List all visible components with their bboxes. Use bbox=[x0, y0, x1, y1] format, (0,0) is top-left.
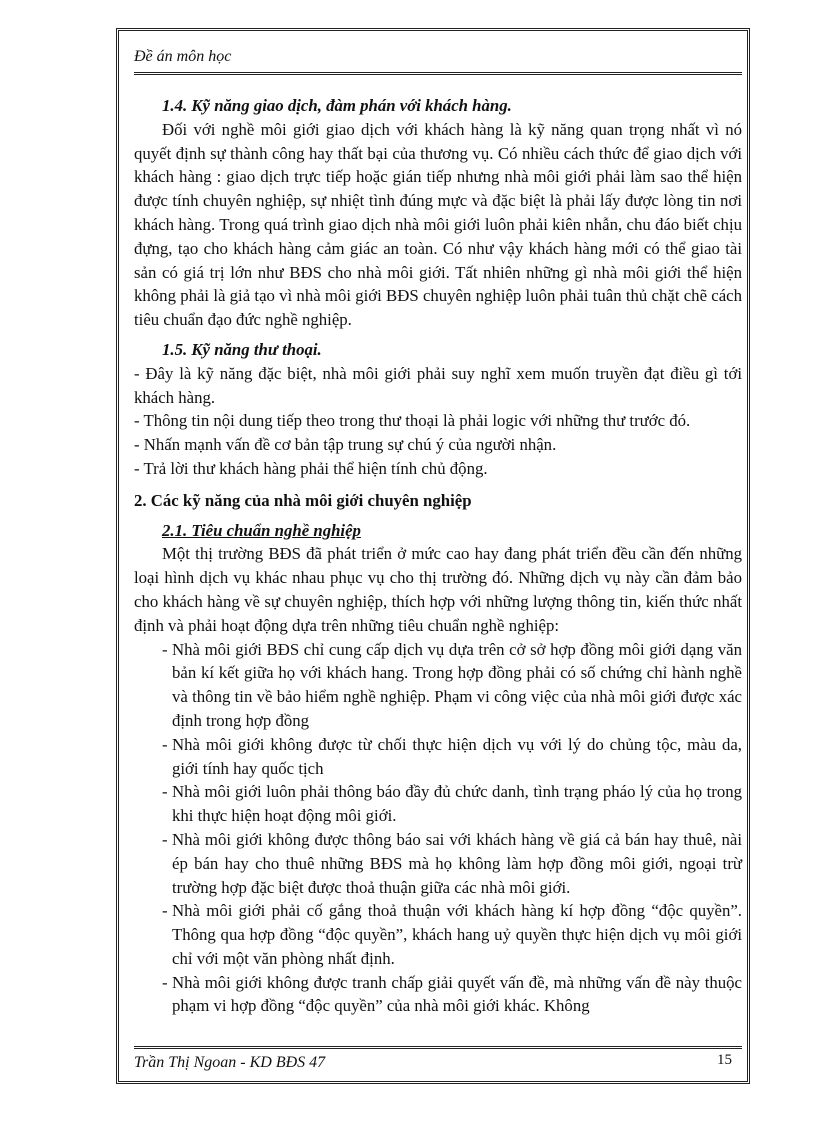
paragraph-1-4: Đối với nghề môi giới giao dịch với khách hàng là kỹ năng quan trọng nhất vì nó quyết định sự thành công hay thất bại của thương vụ. Có nhiều cách thức để giao dịch với khách hàng : giao dịch trực tiếp hoặc gián tiếp nhưng nhà môi giới phải làm sao thể hiện được tính chuyên nghiệp, sự nhiệt tình đúng mực và đặc biệt là phải lấy được lòng tin nơi khách hàng. Trong quá trình giao dịch nhà môi giới luôn phải kiên nhẫn, chu đáo biết chịu đựng, tạo cho khách hàng cảm giác an toàn. Có như vậy khách hàng mới có thể giao tài sản có giá trị lớn như BĐS cho nhà môi giới. Tất nhiên những gì nhà môi giới thể hiện không phải là giả tạo vì nhà môi giới BĐS chuyên nghiệp luôn phải tuân thủ chặt chẽ cách tiêu chuẩn đạo đức nghề nghiệp. bbox=[134, 119, 742, 330]
list-item: - Nhà môi giới không được từ chối thực hiện dịch vụ với lý do chủng tộc, màu da, giới tính hay quốc tịch bbox=[134, 733, 742, 781]
heading-1-4: 1.4. Kỹ năng giao dịch, đàm phán với khách hàng. bbox=[162, 96, 512, 115]
footer-author: Trần Thị Ngoan - KD BĐS 47 bbox=[134, 1054, 326, 1071]
heading-2: 2. Các kỹ năng của nhà môi giới chuyên nghiệp bbox=[134, 490, 472, 510]
list-item: - Trả lời thư khách hàng phải thể hiện tính chủ động. bbox=[134, 458, 488, 478]
list-item: - Nhà môi giới phải cố gắng thoả thuận với khách hàng kí hợp đồng “độc quyền”. Thông qua hợp đồng “độc quyền”, khách hang uỷ quyền thực hiện dịch vụ môi giới chỉ với một văn phòng nhất định. bbox=[134, 899, 742, 970]
heading-2-1 bbox=[134, 519, 742, 543]
page-number: 15 bbox=[717, 1052, 732, 1068]
list-item: - Đây là kỹ năng đặc biệt, nhà môi giới phải suy nghĩ xem muốn truyền đạt điều gì tới khách hàng. bbox=[134, 363, 742, 407]
footer-rule bbox=[134, 1046, 742, 1049]
page-header-title: Đề án môn học bbox=[134, 48, 232, 65]
heading-2-1-text: 2.1. Tiêu chuẩn nghề nghiệp bbox=[162, 520, 361, 540]
list-item: - Nhà môi giới không được tranh chấp giải quyết vấn đề, mà những vấn đề này thuộc phạm vi hợp đồng “độc quyền” của nhà môi giới khác. Không bbox=[134, 971, 742, 1019]
list-item: - Thông tin nội dung tiếp theo trong thư thoại là phải logic với những thư trước đó. bbox=[134, 411, 691, 431]
heading-1-5: 1.5. Kỹ năng thư thoại. bbox=[162, 339, 322, 359]
list-item: - Nhấn mạnh vấn đề cơ bản tập trung sự chú ý của người nhận. bbox=[134, 435, 557, 455]
list-item: - Nhà môi giới không được thông báo sai với khách hàng về giá cả bán hay thuê, nài ép bán hay cho thuê những BĐS mà họ không làm hợp đồng môi giới, ngoại trừ trường hợp đặc biệt được thoả thuận giữa các nhà môi giới. bbox=[134, 828, 742, 899]
list-item: - Nhà môi giới luôn phải thông báo đầy đủ chức danh, tình trạng pháo lý của họ trong khi thực hiện hoạt động môi giới. bbox=[134, 780, 742, 828]
requirements-list bbox=[134, 638, 742, 1019]
list-item: - Nhà môi giới BĐS chỉ cung cấp dịch vụ dựa trên cở sở hợp đồng môi giới dạng văn bản kí kết giữa họ với khách hang. Trong hợp đồng phải có số chứng chỉ hành nghề và thông tin về bảo hiểm nghề nghiệp. Phạm vi công việc của nhà môi giới được xác định trong hợp đồng bbox=[134, 638, 742, 733]
paragraph-2-1: Một thị trường BĐS đã phát triển ở mức cao hay đang phát triển đều cần đến những loại hình dịch vụ khác nhau phục vụ cho thị trường đó. Những dịch vụ này cần đảm bảo cho khách hàng về sự chuyên nghiệp, thích hợp với những lượng thông tin, kiến thức nhất định và phải hoạt động dựa trên những tiêu chuẩn nghề nghiệp: bbox=[134, 544, 742, 635]
document-body bbox=[134, 94, 742, 1018]
header-rule bbox=[134, 72, 742, 75]
